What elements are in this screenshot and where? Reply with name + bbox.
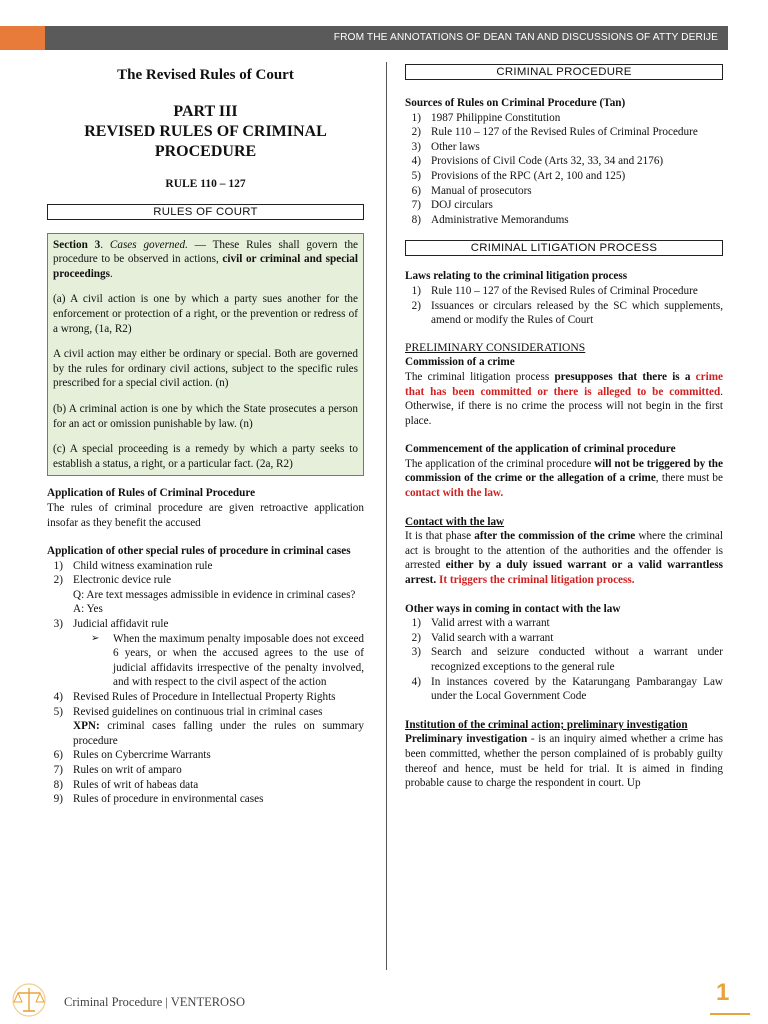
rule-range: RULE 110 – 127 [165, 178, 246, 190]
provision-paragraph: A civil action may either be ordinary or special. Both are governed by the rules for ordinary civil actions, subject to the specific rules prescribed for a special civil action. (n) [53, 348, 358, 390]
sources-list [405, 111, 723, 228]
list-sub-item: ➢ When the maximum penalty imposable does not exceed 6 years, or when the accused agrees to the use of judicial affidavits irrespective of the penalty involved, and with respect to the civil aspect of the action [91, 632, 364, 689]
provision-paragraph: Section 3. Cases governed. — These Rules shall govern the procedure to be observed in actions, civil or criminal and special proceedings. [53, 238, 358, 280]
part-title-line: PART III [173, 103, 238, 120]
question: Q: Are text messages admissible in evidence in criminal cases? [73, 588, 356, 601]
list-item: 2) Rule 110 – 127 of the Revised Rules of Criminal Procedure [411, 126, 698, 139]
subheading: Application of other special rules of procedure in criminal cases [47, 545, 351, 558]
part-title [47, 102, 364, 162]
section-heading: PRELIMINARY CONSIDERATIONS [405, 340, 586, 354]
section-title: Cases governed. [109, 238, 188, 251]
right-column [405, 62, 723, 791]
list-item: 8) Rules of writ of habeas data [53, 778, 199, 791]
list-item: 4) In instances covered by the Katarungang Pambarangay Law under the Local Government Code [411, 675, 723, 703]
page-number: 1 [716, 979, 730, 1006]
scales-of-justice-icon [8, 982, 50, 1018]
left-column [47, 62, 364, 807]
page-number-underline [710, 1013, 750, 1015]
list-item: 2) Electronic device rule Q: Are text messages admissible in evidence in criminal cases? A: Yes [53, 574, 356, 616]
section-text: — These Rules shall govern the procedure to be observed in actions, [53, 238, 358, 266]
provision-paragraph: (a) A civil action is one by which a party sues another for the enforcement or protection of a right, or the prevention or redress of a wrong, (1a, R2) [53, 293, 358, 335]
paragraph: Preliminary investigation - is an inquiry aimed whether a crime has been committed, whether the person complained of is probably guilty thereof and hence, must be held for trial. It is aimed in finding probable cause to charge the respondent in court. Up [405, 733, 723, 790]
section-box-heading: CRIMINAL PROCEDURE [405, 64, 723, 80]
section-emphasis: civil or criminal and special proceedings [53, 253, 358, 280]
section-text: . [109, 267, 113, 280]
page-header [0, 26, 768, 50]
column-divider [386, 62, 387, 970]
section-box-heading: CRIMINAL LITIGATION PROCESS [405, 240, 723, 256]
list-item: 4) Revised Rules of Procedure in Intellectual Property Rights [53, 691, 336, 704]
paragraph: The criminal litigation process presupposes that there is a crime that has been committed or there is alleged to be committed. Otherwise, if there is no crime the process will not begin in the first place. [405, 370, 723, 427]
exception-label: XPN: [73, 720, 100, 733]
list-item: 1) Child witness examination rule [53, 559, 213, 572]
arrow-bullet-icon: ➢ [91, 632, 100, 644]
paragraph: It is that phase after the commission of the crime where the criminal act is brought to the attention of the authorities and the offender is arrested either by a duly issued warrant or a valid warrantless arrest. It triggers the criminal litigation process. [405, 530, 724, 587]
subheading: Institution of the criminal action; preliminary investigation [405, 718, 688, 731]
list-item: 2) Issuances or circulars released by the SC which supplements, amend or modify the Rules of Court [411, 299, 723, 327]
paragraph: The application of the criminal procedure will not be triggered by the commission of the crime or the allegation of a crime, there must be contact with the law. [405, 457, 723, 500]
list-item: 6) Rules on Cybercrime Warrants [53, 749, 211, 762]
list-item: 9) Rules of procedure in environmental cases [53, 793, 264, 806]
list-item: 1) Valid arrest with a warrant [411, 617, 550, 630]
ways-list [405, 616, 723, 704]
provision-paragraph: (b) A criminal action is one by which the State prosecutes a person for an act or omission punishable by law. (n) [53, 402, 358, 430]
list-item: 3) Judicial affidavit rule [53, 618, 169, 631]
document-title: The Revised Rules of Court [117, 67, 294, 83]
list-item: 6) Manual of prosecutors [411, 184, 532, 197]
laws-list [405, 284, 723, 328]
provision-box [47, 233, 364, 477]
subheading: Sources of Rules on Criminal Procedure (Tan) [405, 97, 626, 109]
list-item: 7) Rules on writ of amparo [53, 764, 182, 776]
subheading: Commencement of the application of criminal procedure [405, 443, 676, 456]
page-footer [0, 980, 768, 1024]
subheading: Contact with the law [405, 515, 505, 528]
list-item: 1) Rule 110 – 127 of the Revised Rules of Criminal Procedure [411, 284, 698, 297]
subheading: Laws relating to the criminal litigation process [405, 270, 628, 283]
list-item: 8) Administrative Memorandums [411, 213, 569, 226]
header-banner: FROM THE ANNOTATIONS OF DEAN TAN AND DISCUSSIONS OF ATTY DERIJE [45, 26, 728, 50]
section-label: Section 3 [53, 238, 101, 251]
provision-paragraph: (c) A special proceeding is a remedy by which a party seeks to establish a status, a right, or a particular fact. (2a, R2) [53, 443, 358, 470]
part-title-line: REVISED RULES OF CRIMINAL [84, 123, 327, 140]
subheading: Other ways in coming in contact with the law [405, 602, 621, 615]
section-box-heading: RULES OF COURT [47, 204, 364, 220]
list-item: 5) Revised guidelines on continuous trial in criminal cases XPN: criminal cases falling under the rules on summary procedure [53, 705, 364, 747]
list-item: 4) Provisions of Civil Code (Arts 32, 33, 34 and 2176) [411, 155, 664, 168]
footer-text: Criminal Procedure | VENTEROSO [64, 995, 246, 1009]
special-rules-list [47, 559, 364, 807]
list-item: 3) Other laws [411, 140, 480, 153]
header-accent [0, 26, 45, 50]
part-title-line: PROCEDURE [154, 143, 257, 160]
subheading: Application of Rules of Criminal Procedure [47, 487, 256, 500]
list-item: 1) 1987 Philippine Constitution [411, 111, 561, 124]
list-item: 2) Valid search with a warrant [411, 631, 554, 644]
subheading: Commission of a crime [405, 356, 515, 369]
list-item: 7) DOJ circulars [411, 199, 493, 212]
answer: A: Yes [73, 603, 103, 616]
list-item: 3) Search and seizure conducted without a warrant under recognized exceptions to the general rule [411, 646, 723, 673]
paragraph: The rules of criminal procedure are given retroactive application insofar as they benefit the accused [47, 501, 364, 529]
list-item: 5) Provisions of the RPC (Art 2, 100 and 125) [411, 169, 626, 182]
